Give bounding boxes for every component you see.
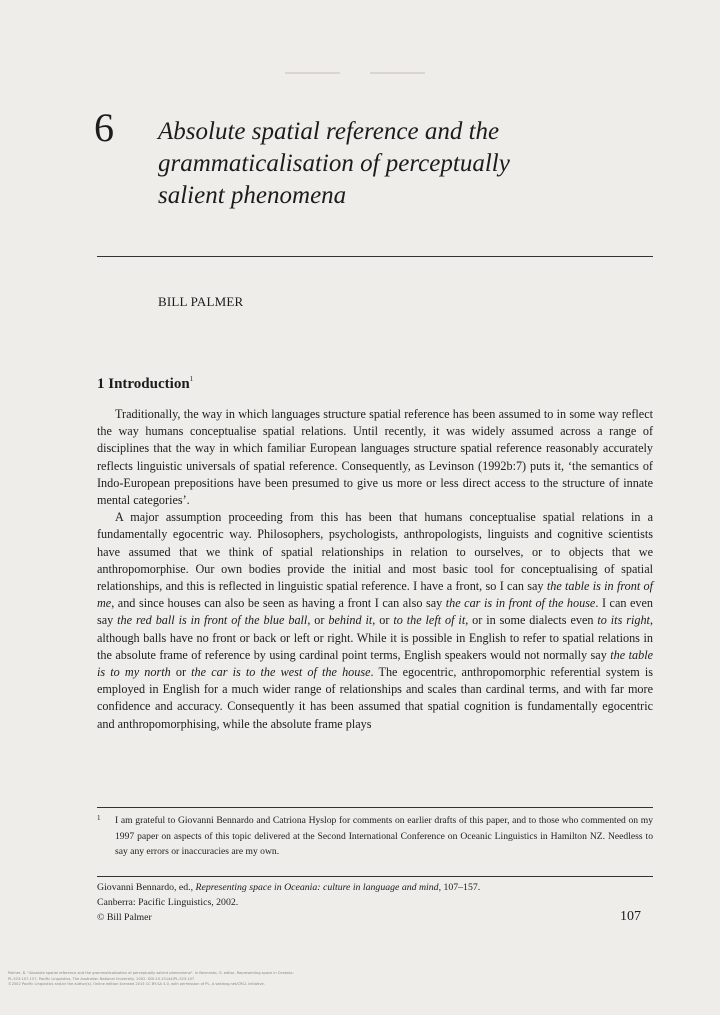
italic-example: the red ball is in front of the blue ball (117, 613, 308, 628)
page-number: 107 (620, 909, 641, 924)
chapter-title-line: salient phenomena (158, 182, 347, 209)
chapter-number: 6 (94, 105, 114, 150)
italic-example: the table is in front of me (97, 579, 653, 611)
text-run: , or (372, 613, 394, 628)
text-run: , although balls have no front or back or left or right. While it is possible in English to refer to spatial relations in the absolute frame of reference by using cardinal point terms, English speakers would not normally say (97, 613, 653, 662)
citation-line (97, 880, 653, 895)
editor: Giovanni Bennardo, ed., (97, 882, 196, 893)
faint-header-marks (285, 72, 425, 76)
text-run: . I can even say (97, 596, 654, 628)
italic-example: behind it (328, 613, 373, 628)
publisher: Canberra: Pacific Linguistics, 2002. (97, 897, 239, 908)
section-number: 1 (97, 376, 105, 392)
body-paragraph (97, 509, 653, 733)
text-run: , and since houses can also be seen as having a front I can also say (111, 596, 446, 611)
author-name: BILL PALMER (158, 294, 244, 309)
body-text (97, 406, 653, 733)
italic-example: to its right (597, 613, 650, 628)
footnote-reference[interactable]: 1 (189, 375, 194, 383)
fine-print (8, 971, 294, 988)
text-run: , or in some dialects even (465, 613, 598, 628)
page-range: , 107–157. (438, 882, 481, 893)
fine-print-line: ©2002 Pacific Linguistics and/or the author(s). Online edition licensed 2015 CC BY-SA 4.0, with permission of PL. A sealang.net/CRCL initiative. (8, 982, 265, 987)
footnote-divider (97, 807, 653, 808)
fine-print-line: Palmer, B. "Absolute spatial reference and the grammaticalisation of perceptually salient phenomena". In Bennardo, G. editor, Representing space in Oceania: (8, 971, 294, 975)
italic-example: the car is to the west of the house (191, 665, 371, 680)
body-paragraph (97, 406, 653, 509)
publication-info-divider (97, 876, 653, 877)
book-title: Representing space in Oceania: culture in language and mind (195, 882, 439, 893)
italic-example: the table is to my north (97, 647, 654, 680)
footnote-text: I am grateful to Giovanni Bennardo and Catriona Hyslop for comments on earlier drafts of this paper, and to those who commented on my 1997 paper on aspects of this topic delivered at the Second International Conference on Oceanic Linguistics in Hamilton NZ. Needless to say any errors or inaccuracies are my own. (115, 815, 653, 857)
chapter-title-line: grammaticalisation of perceptually (158, 150, 510, 177)
publication-info (97, 880, 653, 925)
section-heading (97, 375, 193, 393)
italic-example: to the left of it (393, 613, 466, 628)
footnote-number: 1 (97, 814, 101, 822)
text-run: . The egocentric, anthropomorphic referential system is employed in English for a much wider range of relationships and scales than cardinal terms, and with far more confidence and accuracy. Consequently it has been assumed that spatial cognition is fundamentally egocentric and anthropomorphising, while the absolute frame plays (97, 665, 654, 731)
text-run: Traditionally, the way in which languages structure spatial reference has been assumed to in some way reflect the way humans conceptualise spatial relations. Until recently, it was widely assumed across a range of disciplines that the way in which familiar European languages structure spatial reference reasonably accurately reflects linguistic universals of spatial reference. Consequently, as Levinson (1992b:7) puts it, ‘the semantics of Indo-European prepositions have been presumed to give us more or less direct access to the structure of innate mental categories’. (97, 407, 653, 508)
faint-header-mark (370, 72, 425, 74)
title-divider (97, 256, 653, 257)
text-run: A major assumption proceeding from this has been that humans conceptualise spatial relations in a fundamentally egocentric way. Philosophers, psychologists, anthropologists, linguists and cognitive scientists have assumed that we think of spatial relationships in relation to ourselves, or to objects that we anthropomorphise. Our own bodies provide the initial and most basic tool for conceptualising of spatial relationships, and this is reflected in linguistic spatial reference. I have a front, so I can say (97, 510, 653, 594)
footnote (97, 813, 653, 860)
chapter-title (158, 116, 638, 212)
text-run: or (170, 665, 192, 680)
italic-example: the car is in front of the house (445, 596, 596, 611)
section-title: Introduction (108, 376, 190, 392)
text-run: , or (307, 613, 329, 628)
chapter-title-line: Absolute spatial reference and the (158, 118, 500, 145)
fine-print-line: PL-523:107-157. Pacific Linguistics, The Australian National University, 2002. DOI:10.15144/PL-523.107 (8, 976, 195, 981)
faint-header-mark (285, 72, 340, 74)
copyright: © Bill Palmer (97, 912, 152, 923)
